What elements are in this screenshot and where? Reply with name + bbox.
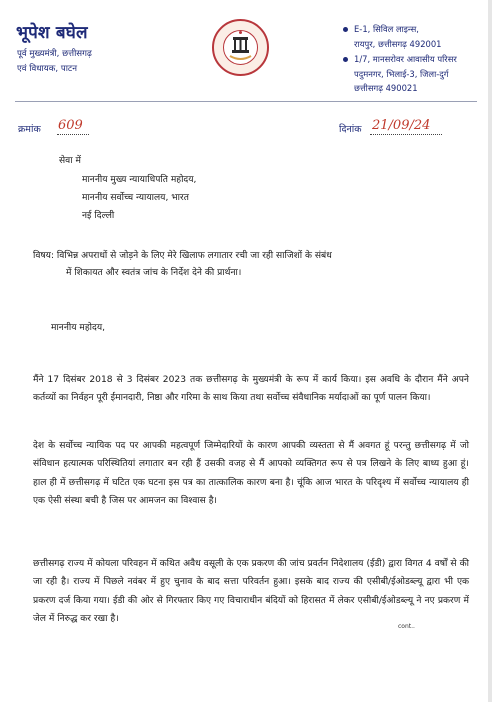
- sender-name: भूपेश बघेल: [16, 23, 88, 43]
- continued-marker: cont..: [398, 623, 415, 630]
- page-edge: [488, 0, 492, 702]
- recipient-line: माननीय मुख्य न्यायाधिपति महोदय,: [82, 175, 197, 185]
- bullet-icon: [343, 57, 348, 62]
- date-underline: [370, 134, 442, 135]
- recipient-to: सेवा में: [59, 156, 81, 166]
- seal-emblem: [214, 21, 267, 74]
- sender-role: पूर्व मुख्यमंत्री, छत्तीसगढ़: [17, 49, 92, 59]
- body-paragraph: मैंने 17 दिसंबर 2018 से 3 दिसंबर 2023 तक छत्तीसगढ़ के मुख्यमंत्री के रूप में कार्य किया। इस अवधि के दौरान मैंने अपने कर्तव्यों का निर्वहन पूरी ईमानदारी, निष्ठा और गरिमा के साथ किया तथा सर्वोच्च संवैधानिक मर्यादाओं का पूर्ण पालन किया।: [33, 375, 469, 404]
- address-bhilai: [343, 52, 457, 96]
- assembly-seal-logo: [212, 19, 269, 76]
- body-paragraph: छत्तीसगढ़ राज्य में कोयला परिवहन में कथित अवैध वसूली के एक प्रकरण की जांच प्रवर्तन निदेशालय (ईडी) द्वारा विगत 4 वर्षों से की जा रही है। राज्य में पिछले नवंबर में हुए चुनाव के बाद सत्ता परिवर्तन हुआ। इसके बाद राज्य की एसीबी/ईओडब्ल्यू द्वारा भी एक प्रकरण दर्ज किया गया। ईडी की ओर से गिरफ्तार किए गए विचाराधीन बंदियों को हिरासत में लेकर एसीबी/ईओडब्ल्यू ने नए प्रकरण में जेल में निरुद्ध कर रखा है।: [33, 559, 469, 624]
- date-value: 21/09/24: [372, 118, 431, 133]
- sender-constituency: एवं विधायक, पाटन: [17, 64, 78, 74]
- address-raipur: [343, 22, 442, 51]
- subject-line: विषय: विभिन्न अपराधों से जोड़ने के लिए मेरे खिलाफ लगातार रची जा रही साजिशों के संबंध: [33, 251, 332, 261]
- recipient-line: माननीय सर्वोच्च न्यायालय, भारत: [82, 193, 189, 203]
- body-paragraph: देश के सर्वोच्च न्यायिक पद पर आपकी महत्वपूर्ण जिम्मेदारियों के कारण आपकी व्यस्तता से मैं अवगत हूं परन्तु छत्तीसगढ़ में जो संविधान हत्यात्मक परिस्थितियां लगातार बन रही हैं उसकी वजह से मैं आपको व्यक्तिगत रूप से पत्र लिखने के लिए बाध्य हुआ हूं। हाल ही में छत्तीसगढ़ में घटित एक घटना इस पत्र का तात्कालिक कारण बना है। चूंकि आज भारत के परिदृश्य में सर्वोच्च न्यायालय ही एक ऐसी संस्था बची है जिस पर आमजन का विश्वास है।: [33, 441, 469, 506]
- address-line: E-1, सिविल लाइन्स,: [354, 24, 419, 34]
- bullet-icon: [343, 27, 348, 32]
- reference-underline: [57, 134, 89, 135]
- recipient-line: नई दिल्ली: [82, 211, 115, 221]
- address-line: रायपुर, छत्तीसगढ़ 492001: [354, 38, 442, 49]
- reference-label: क्रमांक: [18, 124, 41, 135]
- date-label: दिनांक: [339, 124, 362, 135]
- salutation: माननीय महोदय,: [51, 323, 106, 333]
- address-line: छत्तीसगढ़ 490021: [354, 83, 418, 93]
- header-divider: [15, 101, 477, 102]
- subject-line-continued: में शिकायत और स्वतंत्र जांच के निर्देश देने की प्रार्थना।: [66, 268, 242, 278]
- reference-number: 609: [58, 118, 83, 133]
- address-line: 1/7, मानसरोवर आवासीय परिसर: [354, 54, 457, 64]
- address-line: पदुमनगर, भिलाई-3, जिला-दुर्ग: [354, 68, 449, 79]
